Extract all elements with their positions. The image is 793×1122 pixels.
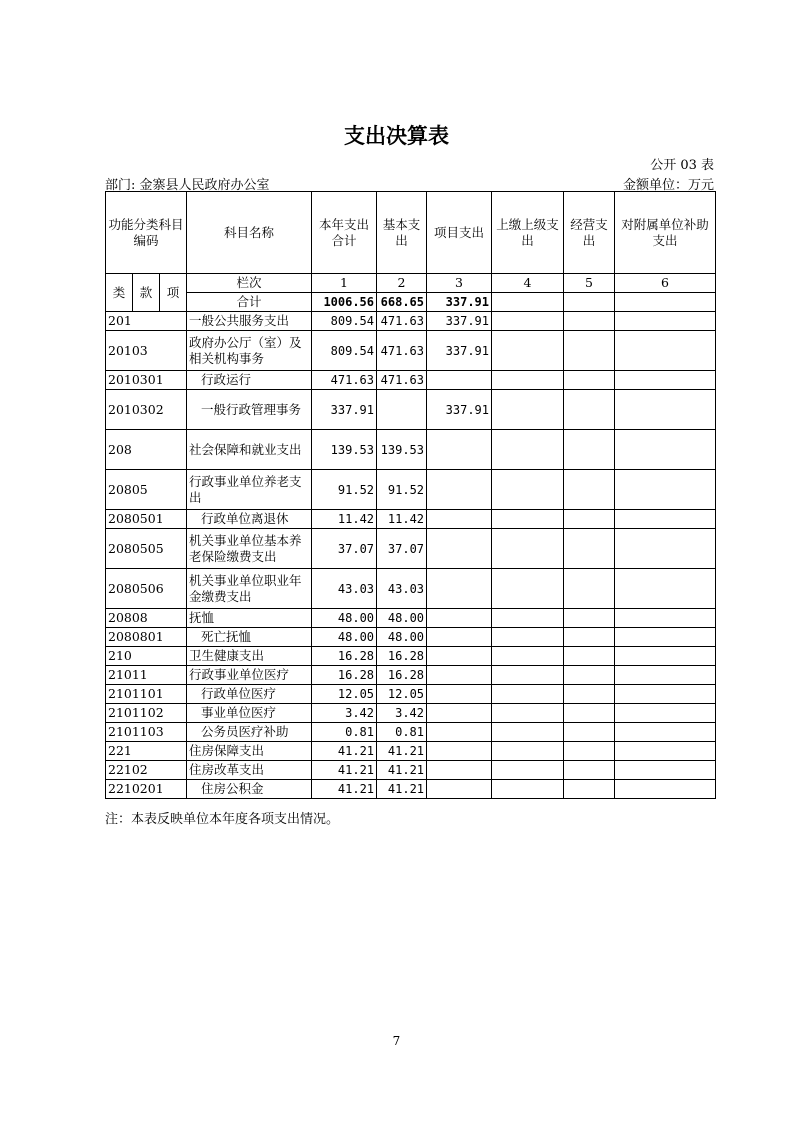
row-code: 2080801 — [106, 628, 187, 647]
row-project — [427, 529, 492, 569]
row-name: 抚恤 — [187, 609, 312, 628]
header-business: 经营支出 — [564, 192, 615, 274]
col-number-5: 5 — [564, 274, 615, 293]
row-project — [427, 742, 492, 761]
column-number-row — [106, 274, 716, 293]
row-code: 22102 — [106, 761, 187, 780]
header-total: 本年支出合计 — [312, 192, 377, 274]
row-code: 20103 — [106, 331, 187, 371]
table-row — [106, 723, 716, 742]
row-code: 2101101 — [106, 685, 187, 704]
row-code: 2080506 — [106, 569, 187, 609]
page-number: 7 — [392, 1034, 401, 1048]
row-total: 43.03 — [312, 569, 377, 609]
col-number-6: 6 — [615, 274, 716, 293]
row-project — [427, 569, 492, 609]
row-name: 住房保障支出 — [187, 742, 312, 761]
row-project — [427, 470, 492, 510]
row-name: 行政事业单位医疗 — [187, 666, 312, 685]
row-basic: 16.28 — [377, 647, 427, 666]
row-name: 政府办公厅（室）及相关机构事务 — [187, 331, 312, 371]
row-total: 471.63 — [312, 371, 377, 390]
row-total: 0.81 — [312, 723, 377, 742]
row-code: 2080501 — [106, 510, 187, 529]
row-total: 41.21 — [312, 742, 377, 761]
row-project — [427, 609, 492, 628]
header-lei: 类 — [106, 274, 133, 312]
row-name: 一般行政管理事务 — [187, 390, 312, 430]
row-name: 行政单位医疗 — [187, 685, 312, 704]
header-subsidy: 对附属单位补助支出 — [615, 192, 716, 274]
table-row — [106, 569, 716, 609]
row-code: 20805 — [106, 470, 187, 510]
row-project — [427, 780, 492, 799]
table-row — [106, 780, 716, 799]
row-name: 行政运行 — [187, 371, 312, 390]
row-total: 16.28 — [312, 647, 377, 666]
row-total: 41.21 — [312, 761, 377, 780]
row-code: 208 — [106, 430, 187, 470]
table-row — [106, 647, 716, 666]
row-code: 2010302 — [106, 390, 187, 430]
row-name: 住房改革支出 — [187, 761, 312, 780]
row-basic: 11.42 — [377, 510, 427, 529]
expenditure-table — [105, 191, 716, 799]
table-row — [106, 390, 716, 430]
row-code: 2010301 — [106, 371, 187, 390]
row-basic: 37.07 — [377, 529, 427, 569]
table-row — [106, 761, 716, 780]
row-total: 139.53 — [312, 430, 377, 470]
row-project — [427, 628, 492, 647]
header-lanci: 栏次 — [187, 274, 312, 293]
row-project — [427, 371, 492, 390]
table-row — [106, 371, 716, 390]
table-row — [106, 470, 716, 510]
row-project — [427, 685, 492, 704]
col-number-1: 1 — [312, 274, 377, 293]
table-row — [106, 510, 716, 529]
row-project — [427, 666, 492, 685]
table-row — [106, 628, 716, 647]
row-project: 337.91 — [427, 390, 492, 430]
row-total: 41.21 — [312, 780, 377, 799]
row-code: 210 — [106, 647, 187, 666]
row-name: 住房公积金 — [187, 780, 312, 799]
row-name: 公务员医疗补助 — [187, 723, 312, 742]
department-label: 部门: 金寨县人民政府办公室 — [105, 178, 270, 193]
row-total: 12.05 — [312, 685, 377, 704]
row-code: 20808 — [106, 609, 187, 628]
row-total: 809.54 — [312, 312, 377, 331]
row-name: 一般公共服务支出 — [187, 312, 312, 331]
row-code: 2080505 — [106, 529, 187, 569]
row-basic: 48.00 — [377, 628, 427, 647]
row-basic: 41.21 — [377, 761, 427, 780]
row-code: 221 — [106, 742, 187, 761]
row-project — [427, 510, 492, 529]
header-basic: 基本支出 — [377, 192, 427, 274]
row-total: 37.07 — [312, 529, 377, 569]
row-project — [427, 723, 492, 742]
row-total: 11.42 — [312, 510, 377, 529]
row-name: 机关事业单位基本养老保险缴费支出 — [187, 529, 312, 569]
row-basic: 3.42 — [377, 704, 427, 723]
row-code: 2101102 — [106, 704, 187, 723]
table-row — [106, 312, 716, 331]
table-row — [106, 430, 716, 470]
row-name: 死亡抚恤 — [187, 628, 312, 647]
row-total: 337.91 — [312, 390, 377, 430]
row-project: 337.91 — [427, 331, 492, 371]
col-number-2: 2 — [377, 274, 427, 293]
total-project: 337.91 — [427, 293, 492, 312]
total-basic: 668.65 — [377, 293, 427, 312]
row-basic: 48.00 — [377, 609, 427, 628]
row-total: 48.00 — [312, 628, 377, 647]
row-project — [427, 430, 492, 470]
table-row — [106, 742, 716, 761]
row-basic: 91.52 — [377, 470, 427, 510]
row-project — [427, 647, 492, 666]
row-basic: 41.21 — [377, 742, 427, 761]
table-row — [106, 685, 716, 704]
header-name: 科目名称 — [187, 192, 312, 274]
row-code: 2210201 — [106, 780, 187, 799]
row-project — [427, 704, 492, 723]
header-xiang: 项 — [160, 274, 187, 312]
col-number-3: 3 — [427, 274, 492, 293]
row-basic — [377, 390, 427, 430]
row-total: 48.00 — [312, 609, 377, 628]
header-row — [106, 192, 716, 274]
row-basic: 41.21 — [377, 780, 427, 799]
table-row — [106, 704, 716, 723]
row-basic: 16.28 — [377, 666, 427, 685]
table-row — [106, 529, 716, 569]
amount-unit-label: 金额单位：万元 — [622, 178, 714, 193]
page-title: 支出决算表 — [344, 124, 449, 148]
total-row — [106, 293, 716, 312]
row-code: 201 — [106, 312, 187, 331]
row-total: 809.54 — [312, 331, 377, 371]
row-basic: 0.81 — [377, 723, 427, 742]
row-name: 机关事业单位职业年金缴费支出 — [187, 569, 312, 609]
row-basic: 12.05 — [377, 685, 427, 704]
row-total: 16.28 — [312, 666, 377, 685]
total-label: 合计 — [187, 293, 312, 312]
row-basic: 43.03 — [377, 569, 427, 609]
total-amount: 1006.56 — [312, 293, 377, 312]
header-upper: 上缴上级支出 — [492, 192, 564, 274]
row-name: 事业单位医疗 — [187, 704, 312, 723]
col-number-4: 4 — [492, 274, 564, 293]
row-total: 3.42 — [312, 704, 377, 723]
row-name: 卫生健康支出 — [187, 647, 312, 666]
row-name: 社会保障和就业支出 — [187, 430, 312, 470]
row-project: 337.91 — [427, 312, 492, 331]
row-basic: 471.63 — [377, 312, 427, 331]
header-kuan: 款 — [133, 274, 160, 312]
row-code: 21011 — [106, 666, 187, 685]
header-code: 功能分类科目编码 — [106, 192, 187, 274]
table-note: 注：本表反映单位本年度各项支出情况。 — [105, 812, 340, 827]
row-name: 行政单位离退休 — [187, 510, 312, 529]
header-project: 项目支出 — [427, 192, 492, 274]
row-basic: 471.63 — [377, 371, 427, 390]
row-total: 91.52 — [312, 470, 377, 510]
form-number: 公开 03 表 — [650, 158, 714, 173]
row-basic: 139.53 — [377, 430, 427, 470]
row-code: 2101103 — [106, 723, 187, 742]
table-row — [106, 609, 716, 628]
row-name: 行政事业单位养老支出 — [187, 470, 312, 510]
row-project — [427, 761, 492, 780]
row-basic: 471.63 — [377, 331, 427, 371]
table-row — [106, 666, 716, 685]
table-row — [106, 331, 716, 371]
